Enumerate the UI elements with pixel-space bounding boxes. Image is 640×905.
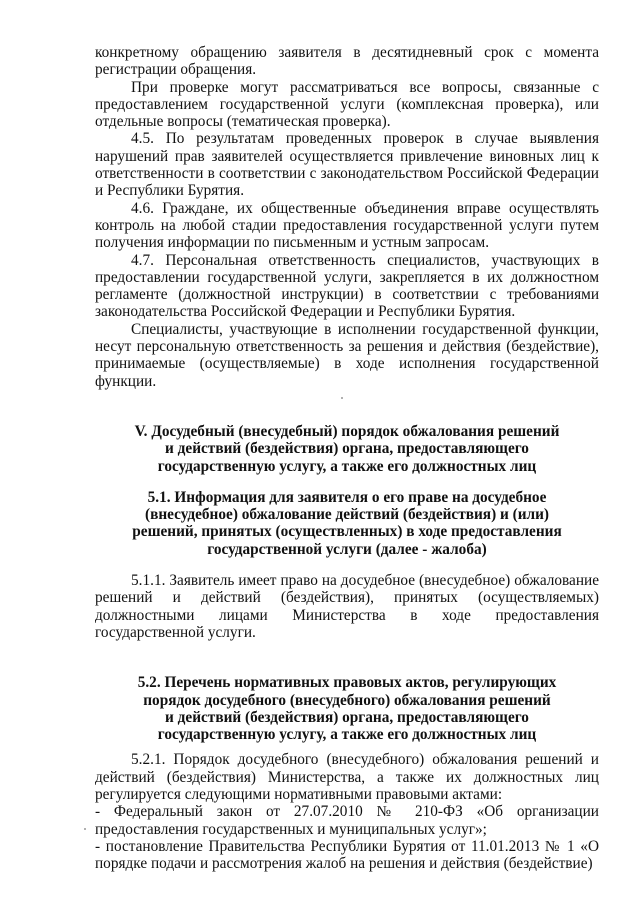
heading-line: 5.2. Перечень нормативных правовых актов, регулирующих: [137, 674, 557, 692]
list-item-federal-law: - Федеральный закон от 27.07.2010 № 210-ФЗ «Об организации предоставления государственных и муниципальных услуг»;: [95, 803, 599, 838]
heading-line: порядок досудебного (внесудебного) обжалования решений: [143, 691, 551, 709]
heading-line: (внесудебное) обжалование действий (бездействия) и (или): [144, 506, 550, 524]
section-5-1-heading: [95, 489, 599, 558]
paragraph-5-1-1: 5.1.1. Заявитель имеет право на досудебное (внесудебное) обжалование решений и действий (бездействия), принятых (осуществляемых) должностными лицами Министерства в ходе предоставления государственной услуги.: [95, 572, 599, 641]
scan-speck: [84, 828, 86, 830]
paragraph-specialists-responsibility: Специалисты, участвующие в исполнении государственной функции, несут персональную ответственность за решения и действия (бездействие), принимаемые (осуществляемые) в ходе исполнения государственной функции.: [95, 320, 599, 390]
paragraph-continuation: конкретному обращению заявителя в десятидневный срок с момента регистрации обращения.: [95, 44, 599, 79]
heading-line: 5.1. Информация для заявителя о его праве на досудебное: [147, 488, 547, 506]
list-item-government-resolution: - постановление Правительства Республики Бурятия от 11.01.2013 № 1 «О порядке подачи и рассмотрения жалоб на решения и действия (бездействие): [95, 837, 599, 873]
section-5-2-heading: [95, 674, 599, 743]
heading-line: государственной услуги (далее - жалоба): [207, 540, 487, 558]
paragraph-4-5: 4.5. По результатам проведенных проверок в случае выявления нарушений прав заявителей осуществляется привлечение виновных лиц к ответственности в соответствии с законодательством Российской Федерации и Республики Бурятия.: [95, 130, 599, 200]
heading-line: государственную услугу, а также его должностных лиц: [157, 457, 537, 475]
heading-line: и действий (бездействия) органа, предоставляющего: [165, 440, 529, 458]
section-5-heading: [95, 423, 599, 475]
document-body: [95, 44, 599, 872]
scan-speck: [341, 397, 343, 399]
paragraph-5-2-1: 5.2.1. Порядок досудебного (внесудебного) обжалования решений и действий (бездействия) Министерства, а также их должностных лиц регулируется следующими нормативными правовыми актами:: [95, 751, 599, 803]
heading-line: государственную услугу, а также его должностных лиц: [157, 726, 537, 744]
heading-line: решений, принятых (осуществленных) в ходе предоставления: [132, 523, 562, 541]
paragraph-4-7: 4.7. Персональная ответственность специалистов, участвующих в предоставлении государственной услуги, закрепляется в их должностном регламенте (должностной инструкции) в соответствии с требованиями законодательства Российской Федерации и Республики Бурятия.: [95, 251, 599, 321]
heading-line: и действий (бездействия) органа, предоставляющего: [165, 708, 529, 726]
paragraph-4-6: 4.6. Граждане, их общественные объединения вправе осуществлять контроль на любой стадии предоставления государственной услуги путем получения информации по письменным и устным запросам.: [95, 199, 599, 252]
heading-line: V. Досудебный (внесудебный) порядок обжалования решений: [134, 422, 560, 440]
paragraph-inspection-scope: При проверке могут рассматриваться все вопросы, связанные с предоставлением государственной услуги (комплексная проверка), или отдельные вопросы (тематическая проверка).: [95, 78, 599, 131]
